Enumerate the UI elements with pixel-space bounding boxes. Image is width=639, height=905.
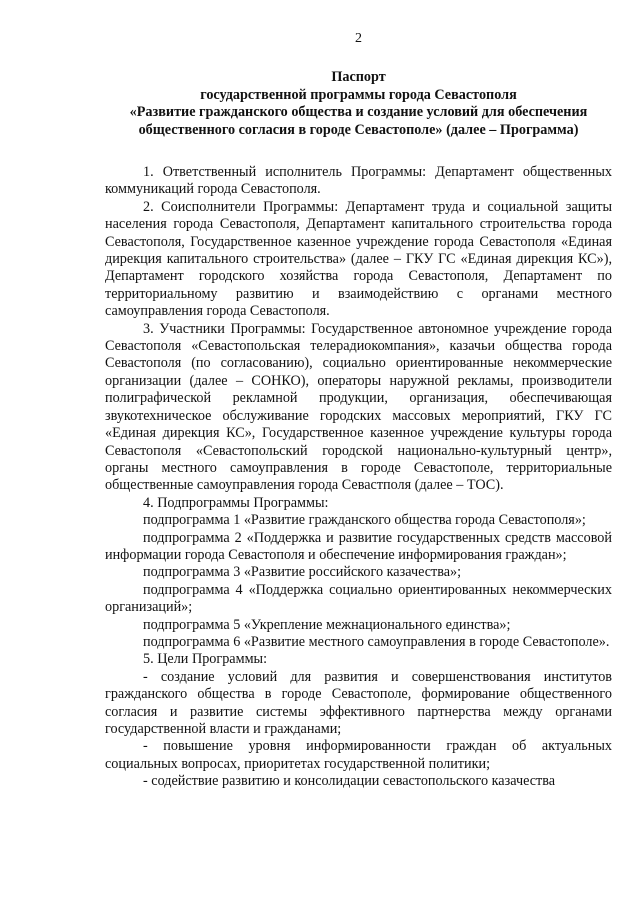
document-body [105, 164, 612, 791]
paragraph-subprogram-5: подпрограмма 5 «Укрепление межнационального единства»; [143, 616, 511, 633]
paragraph-subprograms-heading: 4. Подпрограммы Программы: [143, 494, 329, 511]
paragraph-goals-heading: 5. Цели Программы: [143, 651, 268, 668]
paragraph-goal-2: - повышение уровня информированности граждан об актуальных социальных вопросах, приоритетах государственной политики; [105, 738, 612, 772]
paragraph-goal-1: - создание условий для развития и совершенствования институтов гражданского общества в городе Севастополе, формирование общественного согласия и развитие системы эффективного партнерства между органами государственной власти и гражданами; [105, 668, 612, 737]
title-line-1: Паспорт [331, 69, 386, 85]
paragraph-subprogram-3: подпрограмма 3 «Развитие российского казачества»; [143, 564, 462, 581]
paragraph-responsible-executor: 1. Ответственный исполнитель Программы: Департамент общественных коммуникаций города Севастополя. [105, 164, 612, 198]
paragraph-participants: 3. Участники Программы: Государственное автономное учреждение города Севастополя «Севастопольская телерадиокомпания», казачьи общества города Севастополя (по согласованию), социально ориентированные некоммерческие организации (далее – СОНКО), операторы наружной рекламы, производители полиграфической рекламной продукции, организация, обеспечивающая звукотехническое обслуживание городских массовых мероприятий, ГКУ ГС «Единая дирекция КС», Государственное казенное учреждение культуры города Севастополя «Севастопольский городской национально-культурный центр», органы местного самоуправления в городе Севастополе, территориальные общественные самоуправления города Севастполя (далее – ТОС). [105, 320, 612, 494]
page-number: 2 [355, 31, 362, 46]
paragraph-goal-3: - содействие развитию и консолидации севастопольского казачества [143, 773, 556, 790]
paragraph-subprogram-6: подпрограмма 6 «Развитие местного самоуправления в городе Севастополе». [143, 633, 610, 650]
title-line-3: «Развитие гражданского общества и создание условий для обеспечения [129, 104, 588, 120]
paragraph-subprogram-4: подпрограмма 4 «Поддержка социально ориентированных некоммерческих организаций»; [105, 581, 612, 616]
document-title [105, 69, 612, 139]
paragraph-subprogram-1: подпрограмма 1 «Развитие гражданского общества города Севастополя»; [143, 512, 586, 529]
title-line-2: государственной программы города Севастополя [200, 86, 517, 103]
paragraph-co-executors: 2. Соисполнители Программы: Департамент труда и социальной защиты населения города Севастополя, Департамент капитального строительства города Севастополя, Государственное казенное учреждение города Севастополя «Единая дирекция капитального строительства» (далее – ГКУ ГС «Единая дирекция КС»), Департамент городского хозяйства города Севастополя, Департамент по территориальному развитию и взаимодействию с органами местного самоуправления города Севастополя. [105, 198, 612, 320]
paragraph-subprogram-2: подпрограмма 2 «Поддержка и развитие государственных средств массовой информации города Севастополя и обеспечение информирования граждан»; [105, 529, 612, 563]
title-line-4: общественного согласия в городе Севастополе» (далее – Программа) [138, 121, 579, 138]
